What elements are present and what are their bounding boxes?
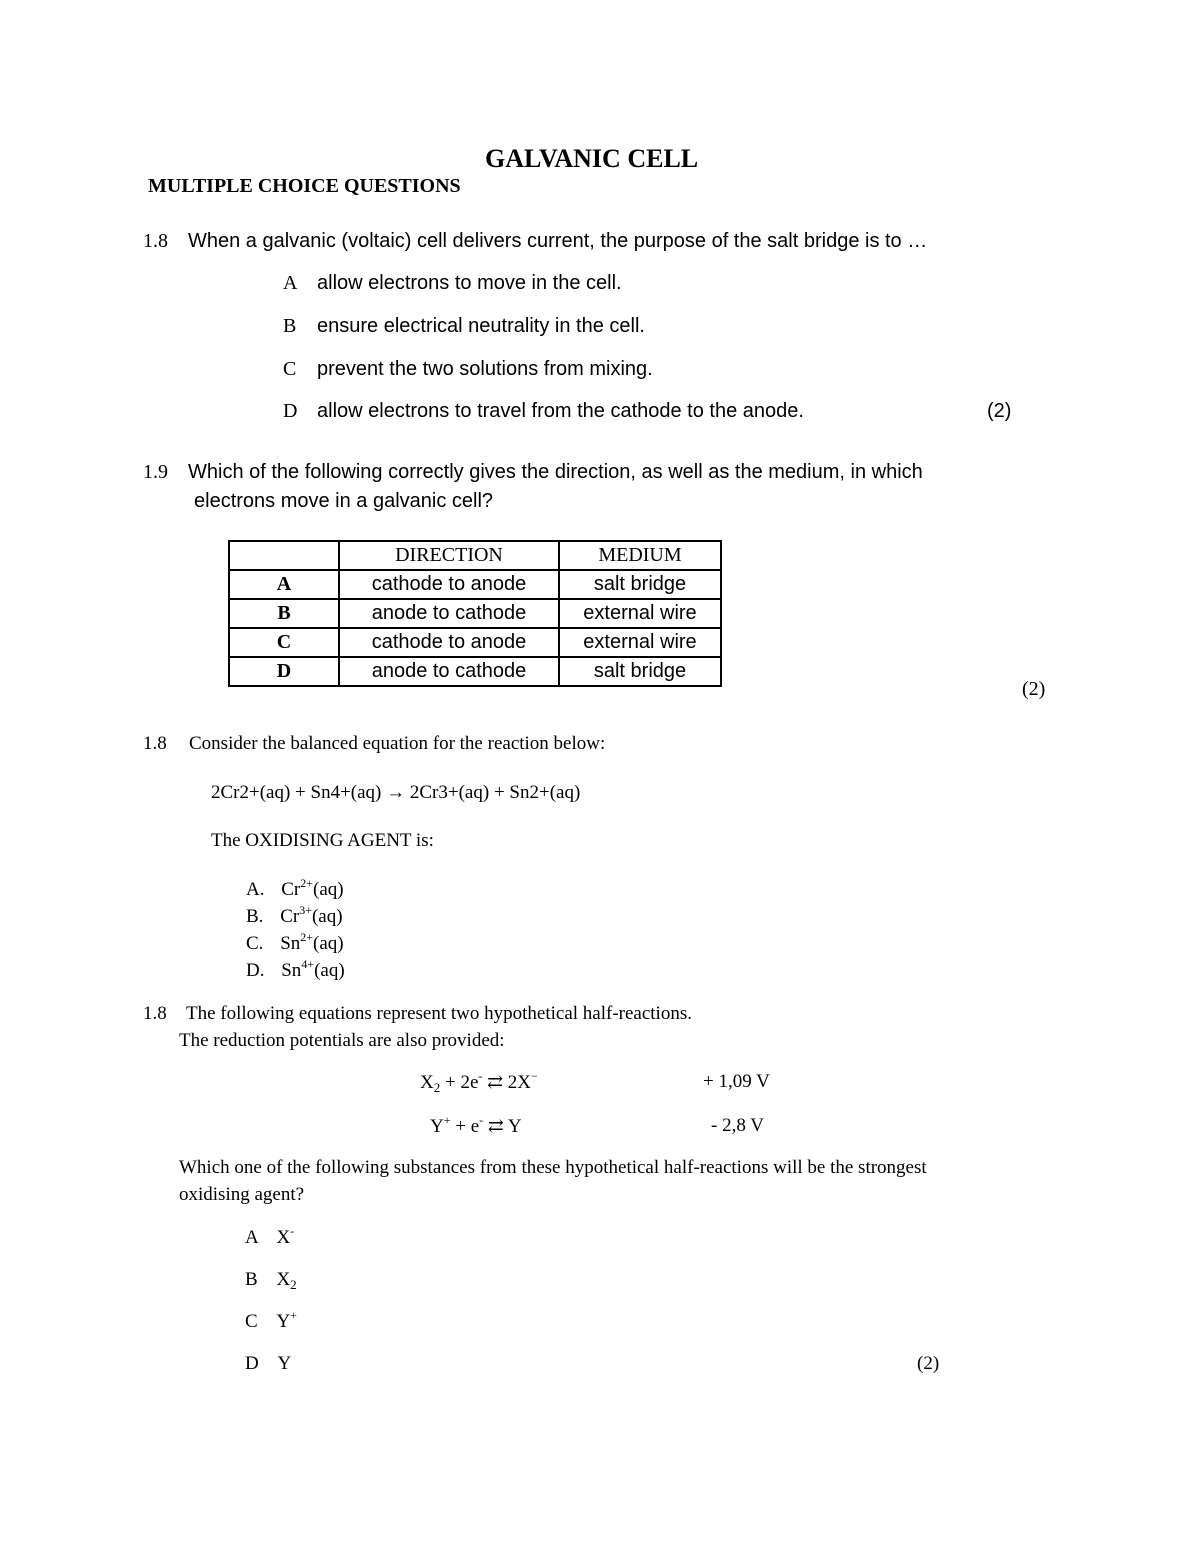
q1-text: When a galvanic (voltaic) cell delivers current, the purpose of the salt bridge is to … xyxy=(188,230,928,252)
section-subtitle: MULTIPLE CHOICE QUESTIONS xyxy=(148,175,461,197)
q1-option-d-letter: D xyxy=(283,400,298,422)
q4-text-line2: The reduction potentials are also provided: xyxy=(179,1030,505,1051)
q3-option-a-charge: 2+ xyxy=(300,876,314,890)
half-reaction-1-potential: + 1,09 V xyxy=(703,1071,770,1092)
table-cell-medium: external wire xyxy=(559,599,721,628)
q2-marks: (2) xyxy=(1022,678,1046,700)
half-reaction-1: $X_2 + 2e^-$ ⇄ 2X− xyxy=(420,1069,538,1095)
q4-option-d xyxy=(245,1353,291,1375)
q4-option-c-formula: Y+ xyxy=(276,1308,297,1332)
q4-option-d-formula: Y xyxy=(277,1353,292,1374)
q4-marks: (2) xyxy=(917,1353,940,1374)
q4-option-d-letter: D xyxy=(245,1353,259,1374)
q4-option-c-letter: C xyxy=(245,1311,258,1332)
table-row-label: C xyxy=(229,628,339,657)
q3-option-a-state: (aq) xyxy=(313,879,344,900)
q2-text-line2: electrons move in a galvanic cell? xyxy=(194,490,494,512)
q3-option-d-base: Sn xyxy=(281,960,302,981)
table-header-direction: DIRECTION xyxy=(339,541,559,570)
q1-option-d-text: allow electrons to travel from the cathode to the anode. xyxy=(317,400,804,422)
half-reaction-2: Y+ + e- ⇄ Y xyxy=(430,1113,522,1137)
q3-option-c-charge: 2+ xyxy=(300,930,314,944)
q1-option-a-text: allow electrons to move in the cell. xyxy=(317,272,622,294)
q3-option-d xyxy=(246,957,345,982)
table-row xyxy=(229,657,721,686)
q1-option-b-text: ensure electrical neutrality in the cell. xyxy=(317,315,645,337)
q4-option-c xyxy=(245,1308,297,1333)
table-row-label: B xyxy=(229,599,339,628)
half-reaction-2-potential: - 2,8 V xyxy=(711,1115,764,1136)
q2-number: 1.9 xyxy=(143,461,168,483)
table-cell-medium: salt bridge xyxy=(559,570,721,599)
q4-option-b-letter: B xyxy=(245,1269,258,1290)
q1-option-b-letter: B xyxy=(283,315,297,337)
q3-option-b-state: (aq) xyxy=(311,906,343,927)
q2-text-line1: Which of the following correctly gives the direction, as well as the medium, in which xyxy=(188,461,923,483)
q3-option-b xyxy=(246,903,343,928)
q4-option-a xyxy=(245,1224,295,1249)
table-cell-direction: anode to cathode xyxy=(339,599,559,628)
q3-option-a xyxy=(246,876,344,901)
table-header-blank xyxy=(229,541,339,570)
q3-option-a-base: Cr xyxy=(281,879,301,900)
q3-option-c xyxy=(246,930,344,955)
page-title: GALVANIC CELL xyxy=(485,144,699,173)
q4-option-a-letter: A xyxy=(245,1227,258,1248)
table-cell-direction: anode to cathode xyxy=(339,657,559,686)
q3-equation: 2Cr2+(aq) + Sn4+(aq) → 2Cr3+(aq) + Sn2+(aq) xyxy=(211,782,581,803)
q1-number: 1.8 xyxy=(143,230,168,252)
table-row xyxy=(229,599,721,628)
q1-option-c-text: prevent the two solutions from mixing. xyxy=(317,358,653,380)
q3-option-b-base: Cr xyxy=(280,906,300,927)
table-cell-direction: cathode to anode xyxy=(339,570,559,599)
table-row xyxy=(229,628,721,657)
q1-option-a-letter: A xyxy=(283,272,298,294)
q4-question-line1: Which one of the following substances from these hypothetical half-reactions will be the strongest xyxy=(179,1157,927,1178)
q1-option-c-letter: C xyxy=(283,358,297,380)
q4-option-a-formula: X- xyxy=(276,1224,295,1248)
table-cell-medium: salt bridge xyxy=(559,657,721,686)
q4-number: 1.8 xyxy=(143,1003,167,1024)
table-row-label: D xyxy=(229,657,339,686)
q3-option-d-letter: D. xyxy=(246,960,265,981)
q3-option-d-state: (aq) xyxy=(314,960,345,981)
q4-option-b-formula: $X_2$ xyxy=(276,1269,297,1292)
q3-option-c-letter: C. xyxy=(246,933,264,954)
table-row xyxy=(229,570,721,599)
q3-text: Consider the balanced equation for the reaction below: xyxy=(189,733,606,754)
q3-option-b-charge: 3+ xyxy=(299,903,312,917)
q3-number: 1.8 xyxy=(143,733,167,754)
table-row-label: A xyxy=(229,570,339,599)
q3-option-c-base: Sn xyxy=(280,933,301,954)
q4-option-b xyxy=(245,1269,297,1291)
q3-option-a-letter: A. xyxy=(246,879,265,900)
direction-medium-table xyxy=(228,540,722,687)
q4-question-line2: oxidising agent? xyxy=(179,1184,305,1205)
q3-prompt: The OXIDISING AGENT is: xyxy=(211,830,434,851)
q3-option-c-state: (aq) xyxy=(313,933,344,954)
table-header-medium: MEDIUM xyxy=(559,541,721,570)
q4-text-line1: The following equations represent two hypothetical half-reactions. xyxy=(186,1003,692,1024)
q3-option-d-charge: 4+ xyxy=(301,957,315,971)
q1-marks: (2) xyxy=(987,400,1012,422)
q3-option-b-letter: B. xyxy=(246,906,264,927)
table-header-row xyxy=(229,541,721,570)
table-cell-direction: cathode to anode xyxy=(339,628,559,657)
table-cell-medium: external wire xyxy=(559,628,721,657)
